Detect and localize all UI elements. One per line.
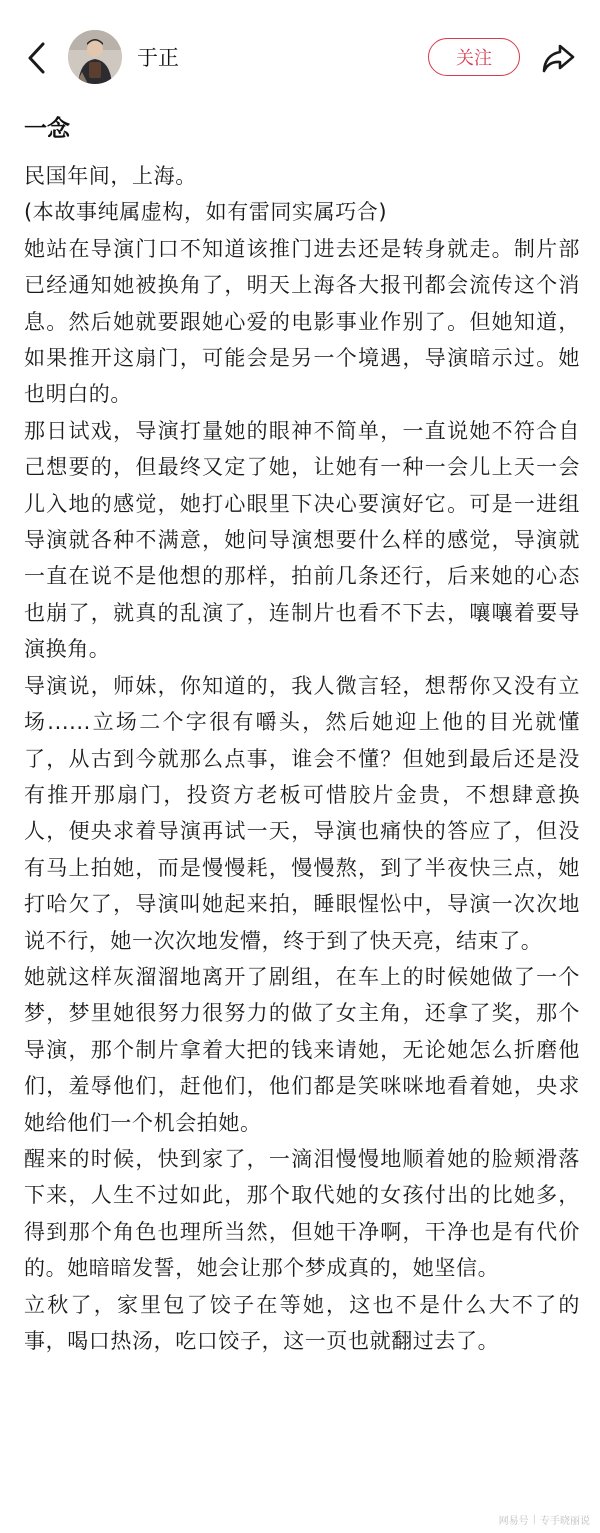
article-paragraph: 醒来的时候，快到家了，一滴泪慢慢地顺着她的脸颊滑落下来，人生不过如此，那个取代她的女孩付出的比她多，得到那个角色也理所当然，但她干净啊，干净也是有代价的。她暗暗发誓，她会让那个梦成真的，她坚信。 — [24, 1146, 580, 1281]
share-arrow-icon — [540, 41, 576, 75]
author-photo — [68, 30, 122, 84]
chevron-left-icon — [26, 41, 48, 75]
back-button[interactable] — [22, 38, 52, 78]
share-button[interactable] — [538, 38, 578, 78]
avatar[interactable] — [68, 30, 122, 84]
article-paragraph: 导演说，师妹，你知道的，我人微言轻，想帮你又没有立场......立场二个字很有嚼头，然后她迎上他的目光就懂了，从古到今就那么点事，谁会不懂？但她到最后还是没有推开那扇门，投资方老板可惜胶片金贵，不想肆意换人，便央求着导演再试一天，导演也痛快的答应了，但没有马上拍她，而是慢慢耗，慢慢熬，到了半夜快三点，她打哈欠了，导演叫她起来拍，睡眼惺忪中，导演一次次地说不行，她一次次地发懵，终于到了快天亮，结束了。 — [24, 673, 580, 953]
article-body — [24, 158, 580, 1359]
article-header — [0, 0, 600, 116]
watermark-source: 网易号 — [498, 1516, 529, 1527]
article-title: 一念 — [24, 116, 70, 142]
author-name[interactable]: 于正 — [137, 46, 179, 70]
article-paragraph: 民国年间，上海。 — [24, 164, 197, 188]
watermark-channel: 专手晓丽说 — [540, 1516, 590, 1527]
follow-button[interactable]: 关注 — [428, 38, 520, 76]
article-paragraph: 立秋了，家里包了饺子在等她，这也不是什么大不了的事，喝口热汤，吃口饺子，这一页也就翻过去了。 — [24, 1292, 580, 1353]
article-paragraph: 她就这样灰溜溜地离开了剧组，在车上的时候她做了一个梦，梦里她很努力很努力的做了女主角，还拿了奖，那个导演，那个制片拿着大把的钱来请她，无论她怎么折磨他们，羞辱他们，赶他们，他们都是笑咪咪地看着她，央求她给他们一个机会拍她。 — [24, 964, 580, 1135]
article-paragraph: (本故事纯属虚构，如有雷同实属巧合) — [24, 200, 388, 225]
article-paragraph: 她站在导演门口不知道该推门进去还是转身就走。制片部已经通知她被换角了，明天上海各大报刊都会流传这个消息。然后她就要跟她心爱的电影事业作别了。但她知道，如果推开这扇门，可能会是另一个境遇，导演暗示过。她也明白的。 — [24, 236, 580, 407]
watermark-divider: | — [532, 1514, 536, 1525]
article-paragraph: 那日试戏，导演打量她的眼神不简单，一直说她不符合自己想要的，但最终又定了她，让她有一种一会儿上天一会儿入地的感觉，她打心眼里下决心要演好它。可是一进组导演就各种不满意，她问导演想要什么样的感觉，导演就一直在说不是他想的那样，拍前几条还行，后来她的心态也崩了，就真的乱演了，连制片也看不下去，嚷嚷着要导演换角。 — [24, 418, 580, 662]
watermark — [499, 1512, 590, 1527]
